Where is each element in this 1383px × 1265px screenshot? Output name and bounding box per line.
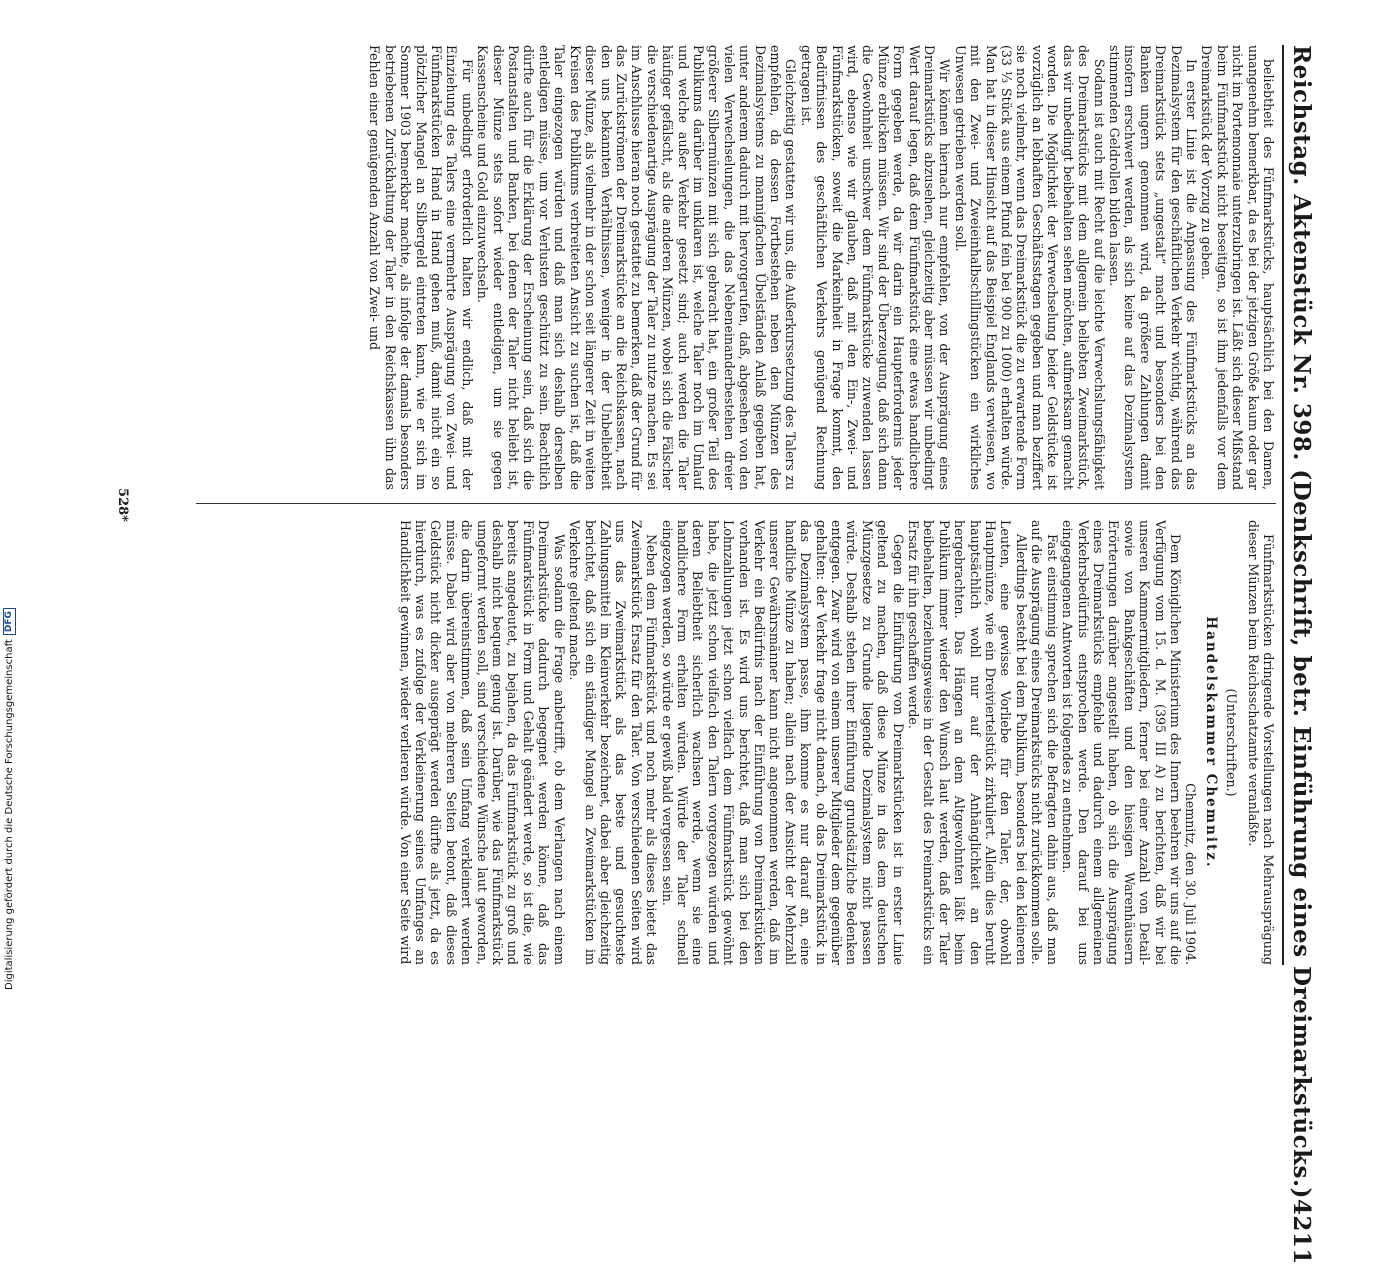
right-intro: Fünfmarkstücken dringende Vorstellungen nach Mehrausprägung dieser Münzen beim Reichsschatzamte veranlaßte. xyxy=(1245,520,1276,965)
left-paragraph: Gleichzeitig gestatten wir uns, die Außerkurssetzung des Talers zu empfehlen, da dessen Fortbestehen neben den Münzen des Dezimalsystems zu mannigfachen Übelständen Anlaß gegeben hat, unter anderem dadurch mit hervorgerufen, daß, abgesehen von den vielen Verwechselungen, die das Nebeneinanderbestehen dreier größerer Silbermünzen mit sich gebracht hat, ein großer Teil des Publikums darüber im unklaren ist, welche Taler noch im Umlauf und welche außer Verkehr gesetzt sind; auch werden die Taler häufiger gefälscht, als die anderen Münzen, wobei sich die Fälscher die verschiedenartige Ausprägung der Taler zu nutze machen. Es sei im Anschlusse hieran noch gestattet zu bemerken, daß der Grund für das Zurückströmen der Dreimarkstücke an die Reichskassen, nach den uns bekannten Verhältnissen, weniger in der Unbeliebtheit dieser Münze, als vielmehr in der schon seit längerer Zeit in weiten Kreisen des Publikums verbreiteten Ansicht zu suchen ist, daß die Taler eingezogen würden und daß man sich deshalb derselben entledigen müsse, um vor Verlusten geschützt zu sein. Beachtlich dürfte auch für die Erklärung der Erscheinung sein, daß sich die Postanstalten und Banken, bei denen der Taler nicht beliebt ist, dieser Münze stets sofort wieder entledigen, um sie gegen Kassenscheine und Gold einzuwechseln. xyxy=(475,45,799,490)
text-columns xyxy=(146,45,1276,965)
digitization-note xyxy=(2,580,16,990)
right-paragraph: Was sodann die Frage anbetrifft, ob dem Verlangen nach einem Dreimarkstücke dadurch begegnet werden könne, daß das Fünfmarkstück in Form und Gehalt geändert werde, so ist die, wie bereits angedeutet, zu bejahen, da das Fünfmarkstück zu groß und deshalb nicht bequem genug ist. Darüber, wie das Fünfmarkstück umgeformt werden soll, sind verschiedene Wünsche laut geworden, die darin übereinstimmen, daß sein Umfang verkleinert werden müsse. Dabei wird aber von mehreren Seiten betont, daß dieses Geldstück nicht dicker ausgeprägt werden dürfte als jetzt, da es hierdurch, was es zufolge der Verkleinerung seines Umfanges an Handlichkeit gewinnen, wieder verlieren würde. Von einer Seite wird xyxy=(397,520,567,965)
left-paragraph: Sodann ist auch mit Recht auf die leichte Verwechslungsfähigkeit des Dreimarkstücks mit dem allgemein beliebten Zweimarkstück, das wir unbedingt beibehalten sehen möchten, aufmerksam gemacht worden. Die Möglichkeit der Verwechselung beider Geldstücke ist vorzüglich an lebhaften Geschäftsstagen gegeben und man beziffert sie noch vielmehr, wenn das Dreimarkstück die zu erwartende Form (33 ⅓ Stück aus einem Pfund fein bei 900 zu 1000) erhalten würde. Man hat in dieser Hinsicht auf das Beispiel Englands verwiesen, wo mit den Zwei- und Zweieinhalbschillingstücken ein wirkliches Unwesen getrieben werden soll. xyxy=(952,45,1107,490)
rotated-sheet xyxy=(100,45,1330,1265)
page-number: 528* xyxy=(115,488,130,522)
running-head-title: Reichstag. Aktenstück Nr. 398. (Denkschrift, betr. Einführung eines Dreimarkstücks.) xyxy=(1288,45,1315,1199)
left-paragraph: Für unbedingt erforderlich halten wir endlich, daß mit der Einziehung des Talers eine vermehrte Ausprägung von Zwei- und Fünfmarkstücken Hand in Hand gehen muß, damit nicht ein so plötzlicher Mangel an Silbergeld eintreten kann, wie er sich im Sommer 1903 bemerkbar machte, als infolge der damals besonders betriebenen Zurückhaltung der Taler in den Reichskassen ühn das Fehlen einer genügenden Anzahl von Zwei- und xyxy=(367,45,475,490)
right-column xyxy=(146,520,1276,965)
right-paragraph: Dem Königlichen Ministerium des Innern beehren wir uns auf die Verfügung vom 15. d. M. (395 III A) zu berichten, daß wir bei unseren Kammermitgliedern, ferner bei einer Anzahl von Detail- sowie von Bankgeschäften und den hiesigen Warenhäusern Erörterungen darüber angestellt haben, ob sich die Ausprägung eines Dreimarkstücks empfehle und dadurch einem allgemeinen Verkehrsbedürfnis entsprochen werde. Den darauf bei uns eingegangenen Antworten ist folgendes zu entnehmen. xyxy=(1060,520,1183,965)
left-paragraph: beliebtheit des Fünfmarkstücks, hauptsächlich bei den Damen, unangenehm bemerkbar, da es bei der jetzigen Größe kaum oder gar nicht im Portemonnaie unterzubringen ist. Läßt sich dieser Mißstand beim Fünfmarkstück nicht beseitigen, so ist ihm jedenfalls vor dem Dreimarkstück der Vorzug zu geben. xyxy=(1199,45,1276,490)
right-paragraph: Allerdings besteht bei dem Publikum, besonders bei den kleineren Leuten, eine gewisse Vorliebe für den Taler, der, obwohl Hauptmünze, wie ein Dreiviertelstück zirkuliert. Allein dies beruht hauptsächlich wohl nur auf der Anhänglichkeit an den hergebrachten. Das Hängen an dem Altgewohnten läßt beim Publikum immer wieder den Wunsch laut werden, daß der Taler beibehalten, beziehungsweise in der Gestalt des Dreimarkstücks ein Ersatz für ihn geschaffen werde. xyxy=(906,520,1029,965)
running-head-page: 4211 xyxy=(1288,1198,1315,1265)
digitization-text: Digitalisierung gefördert durch die Deutsche Forschungsgemeinschaft xyxy=(3,639,15,990)
dfg-logo: DFG xyxy=(3,608,16,635)
running-head xyxy=(1282,45,1330,1265)
section-heading: Handelskammer Chemnitz. xyxy=(1202,616,1219,869)
signature-line: (Unterschriften.) xyxy=(1224,688,1240,797)
left-column xyxy=(146,45,1276,490)
date-line: Chemnitz, den 30. Juli 1904. xyxy=(1183,783,1199,965)
right-paragraph: Neben dem Fünfmarkstück und noch mehr als dieses bietet das Zweimarkstück Ersatz für den Taler. Von verschiedenen Seiten wird uns das Zweimarkstück als das beste und gesuchteste Zahlungsmittel im Kleinverkehr bezeichnet, dabei aber gleichzeitig berichtet, daß sich ein ständiger Mangel an Zweimarkstücken im Verkehre geltend mache. xyxy=(567,520,660,965)
right-paragraph: Gegen die Einführung von Dreimarkstücken ist in erster Linie geltend zu machen, daß diese Münze in das dem deutschen Münzgesetze zu Grunde liegende Dezimalsystem nicht passen würde. Deshalb stehen ihrer Einführung grundsätzliche Bedenken entgegen. Zwar wird von einem unserer Mitglieder dem gegenüber gehalten: der Verkehr frage nicht danach, ob das Dreimarkstück in das Dezimalsystem passe, ihm komme es nur darauf an, eine handliche Münze zu haben; allein nach der Ansicht der Mehrzahl unserer Gewährsmänner kann nicht angenommen werden, daß im Verkehr ein Bedürfnis nach der Einführung von Dreimarkstücken vorhanden ist. Es wird uns berichtet, daß man sich bei den Lohnzahlungen jetzt schon vielfach dem Fünfmarkstück gewöhnt habe, die jetzt schon vielfach den Talern vorgezogen würden und deren Beliebtheit sicherlich wachsen werde, wenn sie eine handlichere Form erhalten würden. Würde der Taler schnell eingezogen werden, so würde er gewiß bald vergessen sein. xyxy=(659,520,906,965)
column-divider xyxy=(196,503,1276,504)
right-paragraph: Fast einstimmig sprechen sich die Befragten dahin aus, daß man auf die Ausprägung eines Dreimarkstücks nicht zurückkommen solle. xyxy=(1029,520,1060,965)
left-paragraph: In erster Linie ist die Anpassung des Fünfmarkstücks an das Dezimalsystem für den geschäftlichen Verkehr wichtig, während das Dreimarkstück stets „ungestalt“ macht und besonders bei den Banken ungern genommen wird, da größere Zahlungen damit insofern erschwert werden, als sich keine auf das Dezimalsystem stimmenden Geldrollen bilden lassen. xyxy=(1106,45,1199,490)
left-paragraph: Wir können hiernach nur empfehlen, von der Ausprägung eines Dreimarkstücks abzusehen, gleichzeitig aber müssen wir unbedingt Wert darauf legen, daß dem Fünfmarkstück eine etwas handlichere Form gegeben werde, da wir darin ein Haupterfordernis jeder Münze erblicken müssen. Wir sind der Überzeugung, daß sich dann die Gewohnheit unschwer dem Fünfmarkstücke zuwenden lassen wird, ebenso wie wir glauben, daß mit den Ein-, Zwei- und Fünfmarkstücken, soweit die Markeinheit in Frage kommt, den Bedürfnissen des geschäftlichen Verkehrs genügend Rechnung getragen ist. xyxy=(798,45,953,490)
